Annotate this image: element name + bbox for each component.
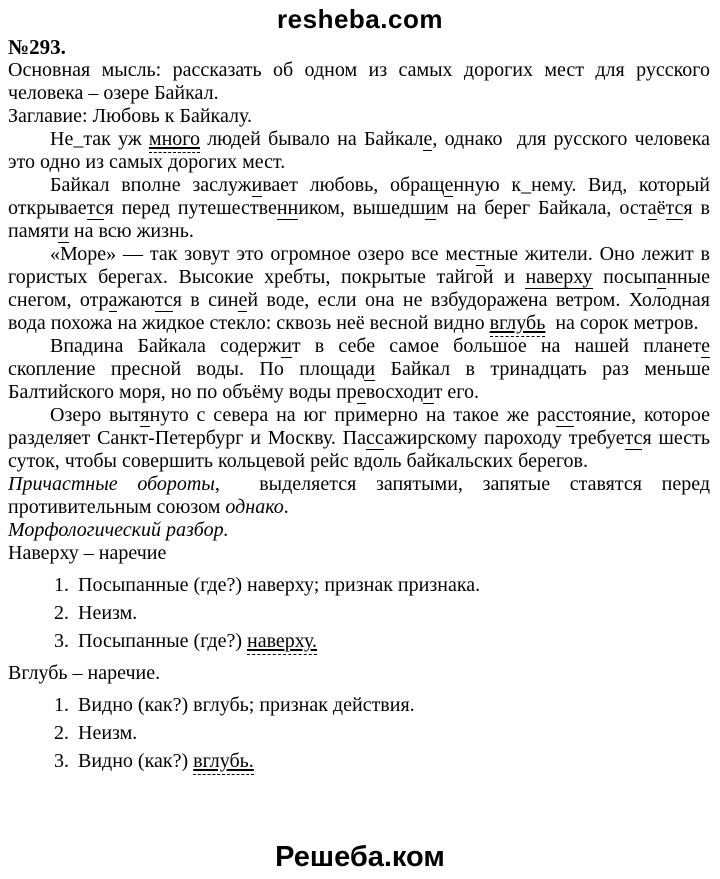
list-item (74, 722, 710, 745)
text-segment: Видно (как?) (78, 750, 194, 772)
text-segment-u: и (281, 335, 292, 357)
text-segment: вает любовь, обращ (262, 174, 445, 196)
text-segment: нную к_нему. Вид, который открывае (8, 174, 710, 219)
text-segment-u2: вглубь. (193, 750, 254, 775)
list-item (74, 750, 710, 773)
text-segment-u: а (657, 266, 667, 288)
paragraph-baikal-2 (8, 174, 710, 243)
text-segment: «Море» — так зовут это огромное озеро все мес (50, 243, 477, 265)
text-segment: жаю (117, 289, 155, 311)
text-segment: посып (592, 266, 658, 288)
text-segment: т его. (433, 381, 479, 403)
paragraph-baikal-5 (8, 404, 710, 473)
text-segment: Видно (как?) вглубь; признак действия. (78, 694, 415, 716)
text-segment: ё (656, 197, 666, 219)
site-header-brand: resheba.com (277, 4, 443, 34)
text-segment: нуто с севера на юг примерно на такое же ра (149, 404, 556, 426)
text-segment: Посыпанные (где?) (78, 630, 248, 652)
text-segment: Озеро выт (50, 404, 141, 426)
text-segment: на всю жизнь. (68, 220, 194, 242)
text-segment-u: наверху (525, 266, 593, 288)
text-segment: Байкал вполне заслуж (50, 174, 252, 196)
text-segment-u: сс (555, 404, 574, 426)
text-segment: Заглавие: Любовь к Байкалу. (8, 105, 252, 127)
text-segment-u: и (425, 197, 437, 219)
text-segment: на сорок метров. (545, 312, 699, 334)
text-segment: Неизм. (78, 722, 138, 744)
text-segment: . (283, 496, 289, 518)
text-segment-u: тс (154, 289, 173, 311)
text-segment-u2: много (149, 128, 200, 153)
task-number: №293. (8, 35, 66, 59)
text-segment: ажирскому пароходу требуе (383, 427, 625, 449)
text-segment: Вглубь – наречие. (8, 662, 161, 684)
text-segment: , выделяется запятыми, запятые ставятся перед противительным союзом (8, 473, 710, 518)
text-segment: Посыпанные (где?) наверху; признак признака. (78, 574, 481, 596)
text-segment-u: тс (665, 197, 684, 219)
text-segment: Наверху – наречие (8, 542, 167, 564)
text-segment: нные снегом, отр (8, 266, 711, 311)
morph-analysis-heading (8, 519, 710, 542)
vglub-analysis-list (8, 694, 710, 773)
text-segment-u: и (251, 174, 263, 196)
paragraph-title-line (8, 105, 710, 128)
text-segment: ные жители. Оно лежит в гористых берегах. Высокие хребты, покрытые тайгой и (8, 243, 710, 288)
text-segment: Основная мысль: рассказать об одном из самых дорогих мест для русского человека – озере Байкал. (8, 59, 710, 104)
text-segment-u: т (476, 243, 486, 265)
text-segment-u: сс (365, 427, 384, 449)
paragraph-participle-note (8, 473, 710, 519)
text-segment: Не_так уж (50, 128, 149, 150)
text-segment: скопление пресной воды. По площад (8, 358, 365, 380)
text-segment: восход (365, 381, 423, 403)
text-segment: т в себе самое большое на нашей планет (291, 335, 702, 357)
text-segment-i: однако (225, 496, 284, 518)
text-segment-u: е (701, 335, 710, 357)
paragraph-baikal-3 (8, 243, 710, 335)
naverhu-analysis-list (8, 574, 710, 653)
text-segment: я в син (172, 289, 239, 311)
text-segment: Впадина Байкала содерж (50, 335, 282, 357)
text-segment-u2: вглубь (490, 312, 546, 337)
text-segment: я шесть суток, чтобы совершить кольцевой рейс вдоль байкальских берегов. (8, 427, 710, 472)
text-segment: тояние, которое разделяет Санкт-Петербург и Москву. Па (8, 404, 710, 449)
text-segment: Неизм. (78, 602, 138, 624)
text-segment-u: тс (86, 197, 105, 219)
text-segment: , однако для русского человека это одно из самых дорогих мест. (8, 128, 710, 173)
naverhu-heading (8, 542, 710, 565)
text-segment-u: и (422, 381, 434, 403)
text-segment-u: е (444, 174, 454, 196)
site-footer-brand: Решеба.ком (275, 841, 445, 873)
paragraph-main-idea (8, 59, 710, 105)
list-item (74, 574, 710, 597)
document-body (0, 59, 720, 773)
text-segment-u: е (423, 128, 433, 150)
paragraph-baikal-4 (8, 335, 710, 404)
text-segment-u: е (238, 289, 248, 311)
text-segment-u: я (140, 404, 150, 426)
text-segment-i: Морфологический разбор. (8, 519, 229, 541)
text-segment: я перед путешестве (104, 197, 277, 219)
text-segment-u: и (58, 220, 69, 242)
text-segment-u: е (356, 381, 366, 403)
list-item (74, 694, 710, 717)
text-segment-u: тс (624, 427, 643, 449)
text-segment: я в памят (8, 197, 710, 242)
vglub-heading (8, 662, 710, 685)
text-segment: м на берег Байкала, ост (436, 197, 648, 219)
text-segment-u: нн (276, 197, 299, 219)
text-segment-u: а (647, 197, 657, 219)
text-segment: й воде, если она не взбудоражена ветром. Холодная вода похожа на жидкое стекло: сквозь неё весной видно (8, 289, 710, 334)
text-segment-i: Причастные обороты (8, 473, 215, 495)
text-segment: иком, вышедш (298, 197, 426, 219)
text-segment-u: и (364, 358, 376, 380)
list-item (74, 602, 710, 625)
text-segment: людей бывало на Байкал (199, 128, 424, 150)
paragraph-baikal-1 (8, 128, 710, 174)
text-segment-u2: наверху. (247, 630, 317, 655)
text-segment: Байкал в тринадцать раз меньше Балтийского моря, но по объёму воды пр (8, 358, 710, 403)
text-segment-u: а (108, 289, 118, 311)
list-item (74, 630, 710, 653)
